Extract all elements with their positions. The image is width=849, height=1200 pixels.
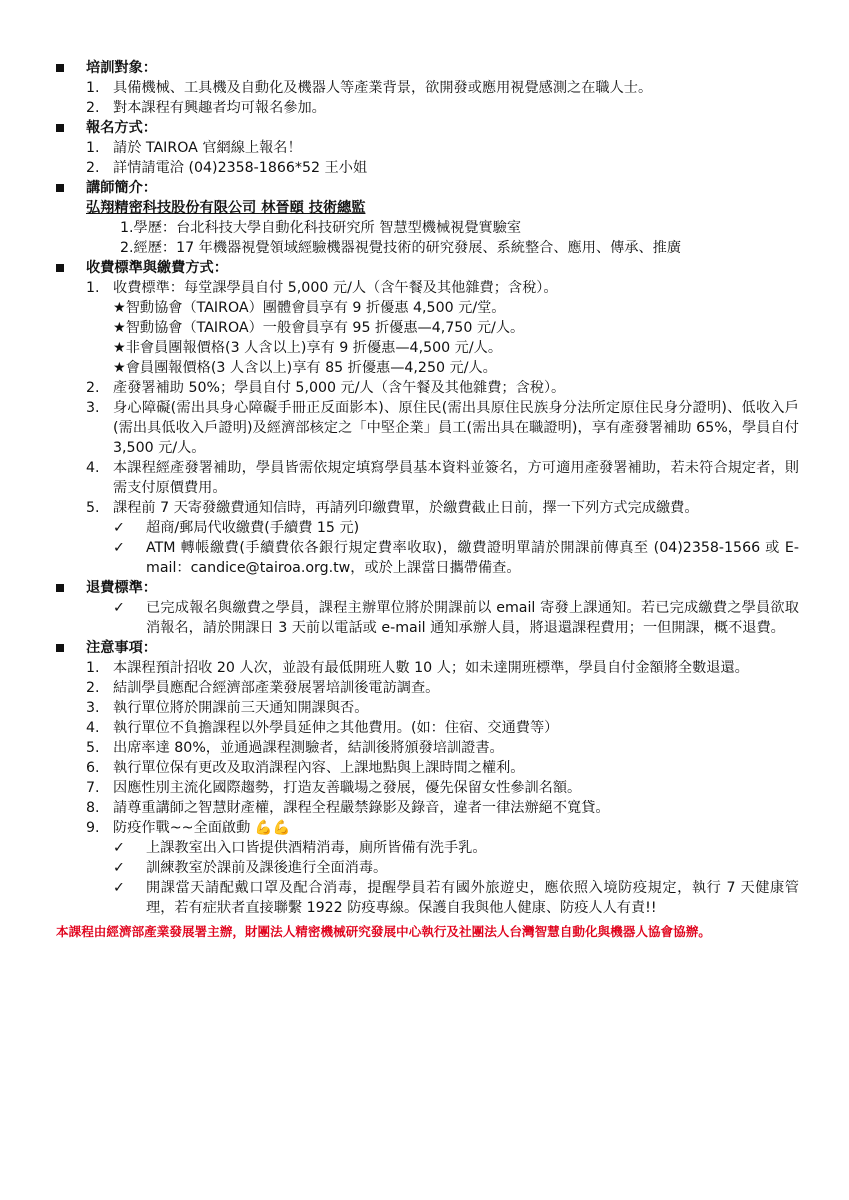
list-item: 4. 本課程經產發署補助，學員皆需依規定填寫學員基本資料並簽名，方可適用產發署補助，若未符合規定者，則需支付原價費用。 xyxy=(86,460,799,496)
section-heading-notes: 注意事項： xyxy=(0,638,849,658)
covid-measure: ✓ 上課教室出入口皆提供酒精消毒，廁所皆備有洗手乳。 xyxy=(113,840,487,856)
list-item: 3. 執行單位將於開課前三天通知開課與否。 xyxy=(86,700,369,716)
covid-measure: ✓ 訓練教室於課前及課後進行全面消毒。 xyxy=(113,860,388,876)
list-item: 9. 防疫作戰~~全面啟動 💪💪 xyxy=(86,820,291,836)
document-page xyxy=(0,58,849,942)
check-icon: ✓ xyxy=(113,840,125,856)
covid-measure: ✓ 開課當天請配戴口罩及配合消毒，提醒學員若有國外旅遊史，應依照入境防疫規定，執行 7 天健康管理，若有症狀者直接聯繫 1922 防疫專線。保護自我與他人健康、防疫人人有責!! xyxy=(113,880,799,916)
list-item: 8. 請尊重講師之智慧財產權，課程全程嚴禁錄影及錄音，違者一律法辦絕不寬貸。 xyxy=(86,800,610,816)
list-item: 1. 收費標準：每堂課學員自付 5,000 元/人（含午餐及其他雜費；含稅）。 xyxy=(86,280,558,296)
list-item: 2. 結訓學員應配合經濟部產業發展署培訓後電訪調查。 xyxy=(86,680,440,696)
list-item: 1. 具備機械、工具機及自動化及機器人等產業背景，欲開發或應用視覺感測之在職人士。 xyxy=(86,80,653,96)
square-bullet-icon xyxy=(56,644,64,652)
section-heading-refund: 退費標準： xyxy=(0,578,849,598)
list-item: 1. 本課程預計招收 20 人次，並設有最低開班人數 10 人；如未達開班標準，學員自付金額將全數退還。 xyxy=(86,660,749,676)
list-item: 5. 出席率達 80%，並通過課程測驗者，結訓後將頒發培訓證書。 xyxy=(86,740,504,756)
square-bullet-icon xyxy=(56,184,64,192)
square-bullet-icon xyxy=(56,124,64,132)
organizer-footer: 本課程由經濟部產業發展署主辦，財團法人精密機械研究發展中心執行及社團法人台灣智慧自動化與機器人協會協辦。 xyxy=(56,924,711,939)
list-item: 2. 產發署補助 50%；學員自付 5,000 元/人（含午餐及其他雜費；含稅）。 xyxy=(86,380,566,396)
section-heading-register: 報名方式： xyxy=(0,118,849,138)
check-icon: ✓ xyxy=(113,600,125,616)
list-item: 2. 詳情請電洽 (04)2358-1866*52 王小姐 xyxy=(86,160,368,176)
discount-item: ★智動協會（TAIROA）團體會員享有 9 折優惠 4,500 元/堂。 xyxy=(113,300,506,316)
section-heading-target: 培訓對象： xyxy=(0,58,849,78)
discount-item: ★智動協會（TAIROA）一般會員享有 95 折優惠—4,750 元/人。 xyxy=(113,320,525,336)
check-icon: ✓ xyxy=(113,520,125,536)
instructor-name: 弘翔精密科技股份有限公司 林晉頤 技術總監 xyxy=(86,200,366,216)
instructor-education: 1.學歷：台北科技大學自動化科技研究所 智慧型機械視覺實驗室 xyxy=(120,220,522,236)
flexed-biceps-icon: 💪💪 xyxy=(254,820,291,836)
list-item: 7. 因應性別主流化國際趨勢，打造友善職場之發展，優先保留女性參訓名額。 xyxy=(86,780,582,796)
list-item: 4. 執行單位不負擔課程以外學員延伸之其他費用。(如：住宿、交通費等） xyxy=(86,720,559,736)
check-icon: ✓ xyxy=(113,540,125,556)
list-item: 1. 請於 TAIROA 官網線上報名！ xyxy=(86,140,302,156)
list-item: 5. 課程前 7 天寄發繳費通知信時，再請列印繳費單，於繳費截止日前，擇一下列方式完成繳費。 xyxy=(86,500,699,516)
check-icon: ✓ xyxy=(113,860,125,876)
section-heading-fees: 收費標準與繳費方式： xyxy=(0,258,849,278)
check-icon: ✓ xyxy=(113,880,125,896)
discount-item: ★非會員團報價格(3 人含以上)享有 9 折優惠—4,500 元/人。 xyxy=(113,340,503,356)
square-bullet-icon xyxy=(56,264,64,272)
refund-text: ✓ 已完成報名與繳費之學員，課程主辦單位將於開課前以 email 寄發上課通知。若已完成繳費之學員欲取消報名，請於開課日 3 天前以電話或 e-mail 通知承辦人員，將退還課程費用；一但開課，概不退費。 xyxy=(113,600,799,636)
payment-option: ✓ ATM 轉帳繳費(手續費依各銀行規定費率收取)，繳費證明單請於開課前傳真至 (04)2358-1566 或 E-mail：candice@tairoa.org.tw，或於上課當日攜帶備查。 xyxy=(113,540,799,576)
payment-option: ✓ 超商/郵局代收繳費(手續費 15 元) xyxy=(113,520,360,536)
list-item: 2. 對本課程有興趣者均可報名參加。 xyxy=(86,100,326,116)
section-heading-instructor: 講師簡介： xyxy=(0,178,849,198)
square-bullet-icon xyxy=(56,64,64,72)
discount-item: ★會員團報價格(3 人含以上)享有 85 折優惠—4,250 元/人。 xyxy=(113,360,497,376)
list-item: 3. 身心障礙(需出具身心障礙手冊正反面影本)、原住民(需出具原住民族身分法所定原住民身分證明)、低收入戶(需出具低收入戶證明)及經濟部核定之「中堅企業」員工(需出具在職證明)，享有產發署補助 65%，學員自付 3,500 元/人。 xyxy=(86,400,799,456)
list-item: 6. 執行單位保有更改及取消課程內容、上課地點與上課時間之權利。 xyxy=(86,760,525,776)
square-bullet-icon xyxy=(56,584,64,592)
instructor-experience: 2.經歷：17 年機器視覺領域經驗機器視覺技術的研究發展、系統整合、應用、傳承、推廣 xyxy=(120,240,682,256)
